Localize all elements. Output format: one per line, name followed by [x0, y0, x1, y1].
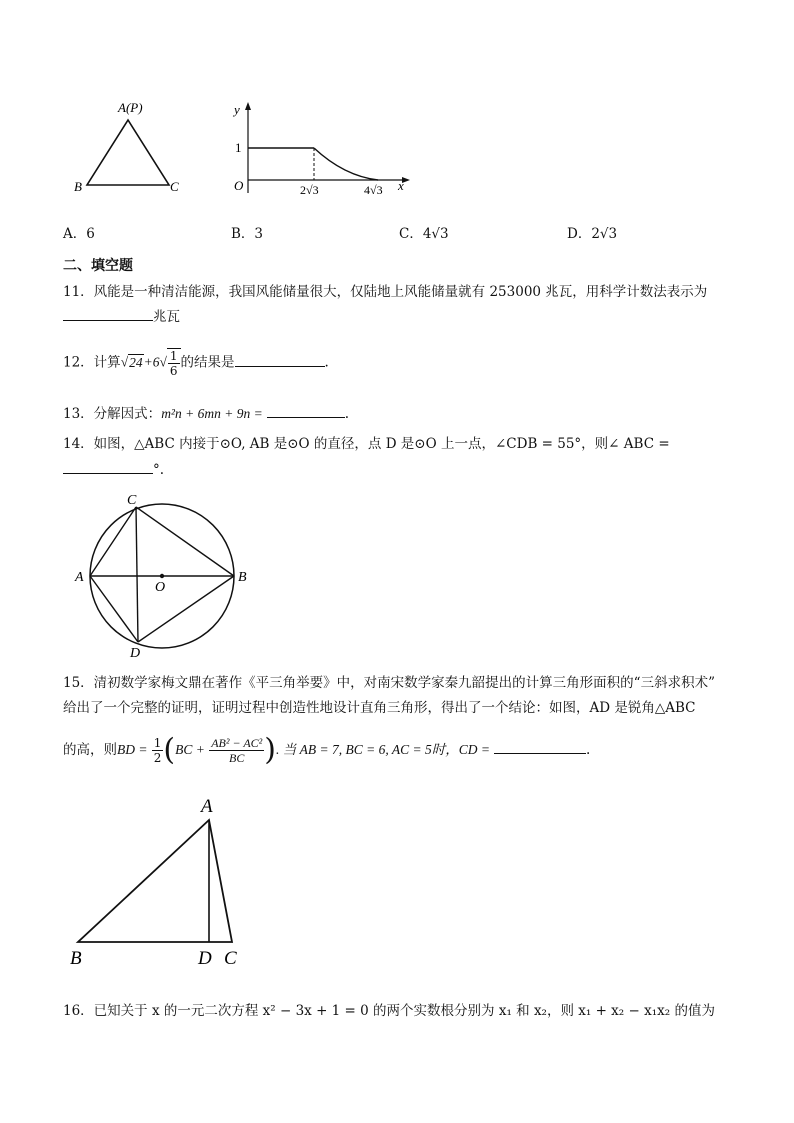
q12-end: .	[324, 354, 329, 371]
section-heading: 二、填空题	[63, 258, 133, 274]
triangle-label-left: B	[74, 179, 82, 194]
q15-frac-num: AB² − AC²	[211, 736, 263, 750]
triangle-label-apex: A(P)	[118, 100, 143, 115]
triangle-figure	[70, 95, 200, 205]
circle-label-o: O	[155, 580, 166, 595]
q15-line1: 15．清初数学家梅文鼎在著作《平三角举要》中，对南宋数学家秦九韶提出的计算三角形面积的“三斜求积术”	[63, 675, 715, 691]
altitude-label-b: B	[70, 948, 82, 969]
q15-fraction	[209, 736, 264, 765]
q15-half	[152, 736, 164, 765]
altitude-label-a: A	[201, 796, 213, 817]
segment-db	[138, 576, 234, 642]
q16-text: 16．已知关于 x 的一元二次方程 x² − 3x + 1 = 0 的两个实数根分别为 x₁ 和 x₂，则 x₁ + x₂ − x₁x₂ 的值为	[63, 1003, 715, 1019]
q12-frac-den: 6	[169, 364, 178, 378]
function-graph	[226, 98, 416, 198]
choice-c: C．4√3	[399, 226, 449, 242]
q15-blank[interactable]	[494, 739, 586, 754]
q13-blank[interactable]	[267, 403, 345, 418]
triangle-shape	[87, 120, 169, 185]
q12-frac-num: 1	[169, 349, 178, 363]
q14-end: °.	[153, 462, 165, 478]
q14-blank[interactable]	[63, 459, 153, 474]
q11-answer-line	[63, 306, 180, 327]
x-tick-label-1: 2√3	[300, 183, 319, 197]
choice-b: B．3	[231, 226, 264, 242]
q12-tail: 的结果是	[180, 354, 235, 371]
q15-inner: BC +	[175, 742, 205, 757]
circle-label-d: D	[130, 646, 141, 660]
q13-lead: 13．分解因式：	[63, 406, 162, 422]
q15-half-den: 2	[153, 751, 162, 765]
triangle-label-right: C	[170, 179, 179, 194]
q15-line3: 的高，则BD = $\frac{1}{2}$ (BC + $\frac{\text{AB² − AC²}}{BC}$ ). 当 AB = 7, BC = 6, AC = 5时，CD = .	[63, 732, 591, 768]
x-tick-label-2: 4√3	[364, 183, 383, 197]
choice-d: D．2√3	[567, 226, 618, 242]
q12-plus: +6	[143, 354, 160, 370]
y-tick-label: 1	[235, 140, 242, 155]
circle-label-c: C	[127, 493, 137, 508]
q15-line2: 给出了一个完整的证明，证明过程中创造性地设计直角三角形，得出了一个结论：如图，AD 是锐角△ABC	[63, 700, 696, 716]
segment-ac	[90, 507, 136, 576]
q11-blank[interactable]	[63, 306, 153, 321]
q13-end: .	[344, 406, 349, 422]
q12-blank[interactable]	[235, 352, 325, 367]
q15-frac-den: BC	[229, 751, 245, 765]
altitude-label-c: C	[224, 948, 237, 969]
q15-lead: 的高，则	[63, 742, 117, 758]
q14-answer-line	[63, 459, 164, 480]
q15-half-num: 1	[153, 736, 162, 750]
segment-cb	[136, 507, 234, 576]
q12-fraction	[167, 348, 181, 378]
altitude-label-d: D	[198, 948, 212, 969]
segment-cd	[136, 507, 138, 642]
circle-label-a: A	[75, 570, 84, 585]
origin-label: O	[234, 178, 244, 193]
q13-expr: m²n + 6mn + 9n =	[161, 406, 263, 421]
q15-end: .	[585, 742, 591, 758]
x-axis-label: x	[398, 178, 404, 193]
q11-text: 11．风能是一种清洁能源，我国风能储量很大，仅陆地上风能储量就有 253000 兆瓦，用科学计数法表示为	[63, 284, 708, 300]
center-dot	[160, 574, 164, 578]
q12-line: 12．计算√24+6√ $\frac{1}{6}$ 的结果是 .	[63, 349, 329, 378]
q12-lead: 12．计算	[63, 354, 121, 371]
circle-figure	[70, 488, 260, 660]
y-axis-arrow	[245, 102, 251, 110]
q15-bd: BD =	[117, 742, 148, 757]
q12-radicand: 24	[129, 354, 143, 370]
q11-unit: 兆瓦	[153, 309, 180, 325]
altitude-figure	[64, 790, 254, 970]
q13-line	[63, 403, 349, 424]
circle-label-b: B	[238, 570, 247, 585]
graph-curve-segment	[314, 148, 378, 180]
choice-a: A．6	[63, 226, 95, 242]
q15-cond: . 当 AB = 7, BC = 6, AC = 5时，CD =	[275, 742, 490, 757]
q14-text: 14．如图，△ABC 内接于⊙O, AB 是⊙O 的直径，点 D 是⊙O 上一点，∠CDB = 55°，则∠ ABC =	[63, 436, 670, 452]
y-axis-label: y	[234, 102, 240, 117]
